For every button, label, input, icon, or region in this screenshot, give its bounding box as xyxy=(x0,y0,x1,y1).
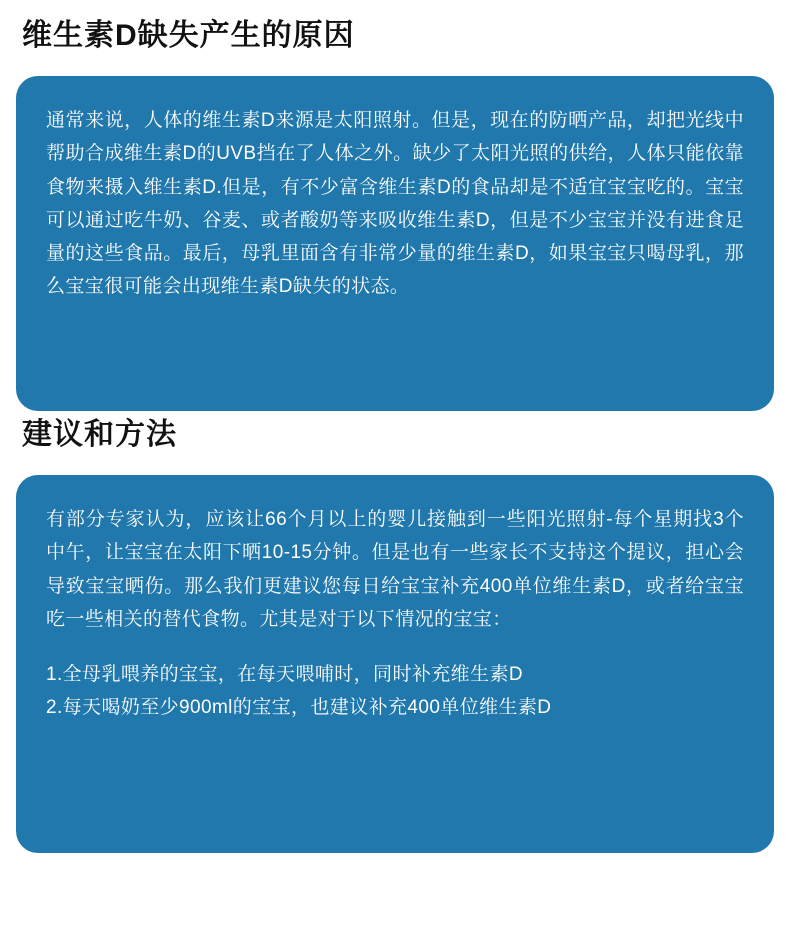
section-heading-advice: 建议和方法 xyxy=(22,418,177,451)
panel-body-text: 通常来说，人体的维生素D来源是太阳照射。但是，现在的防晒产品，却把光线中帮助合成维生素D的UVB挡在了人体之外。缺少了太阳光照的供给，人体只能依靠食物来摄入维生素D.但是，有不少富含维生素D的食品却是不适宜宝宝吃的。宝宝可以通过吃牛奶、谷麦、或者酸奶等来吸收维生素D，但是不少宝宝并没有进食足量的这些食品。最后，母乳里面含有非常少量的维生素D，如果宝宝只喝母乳，那么宝宝很可能会出现维生素D缺失的状态。 xyxy=(46,110,744,298)
paragraph-spacer xyxy=(46,636,744,658)
section-causes xyxy=(16,18,774,411)
content-panel-causes xyxy=(16,76,774,411)
list-item: 2.每天喝奶至少900ml的宝宝，也建议补充400单位维生素D xyxy=(46,697,552,719)
section-advice xyxy=(16,417,774,853)
panel-body-text-advice: 有部分专家认为，应该让66个月以上的婴儿接触到一些阳光照射-每个星期找3个中午，让宝宝在太阳下晒10-15分钟。但是也有一些家长不支持这个提议，担心会导致宝宝晒伤。那么我们更建议您每日给宝宝补充400单位维生素D，或者给宝宝吃一些相关的替代食物。尤其是对于以下情况的宝宝： xyxy=(46,509,744,630)
content-panel-advice xyxy=(16,475,774,853)
list-item: 1.全母乳喂养的宝宝，在每天喂哺时，同时补充维生素D xyxy=(46,664,523,685)
page-title: 维生素D缺失产生的原因 xyxy=(22,19,355,52)
